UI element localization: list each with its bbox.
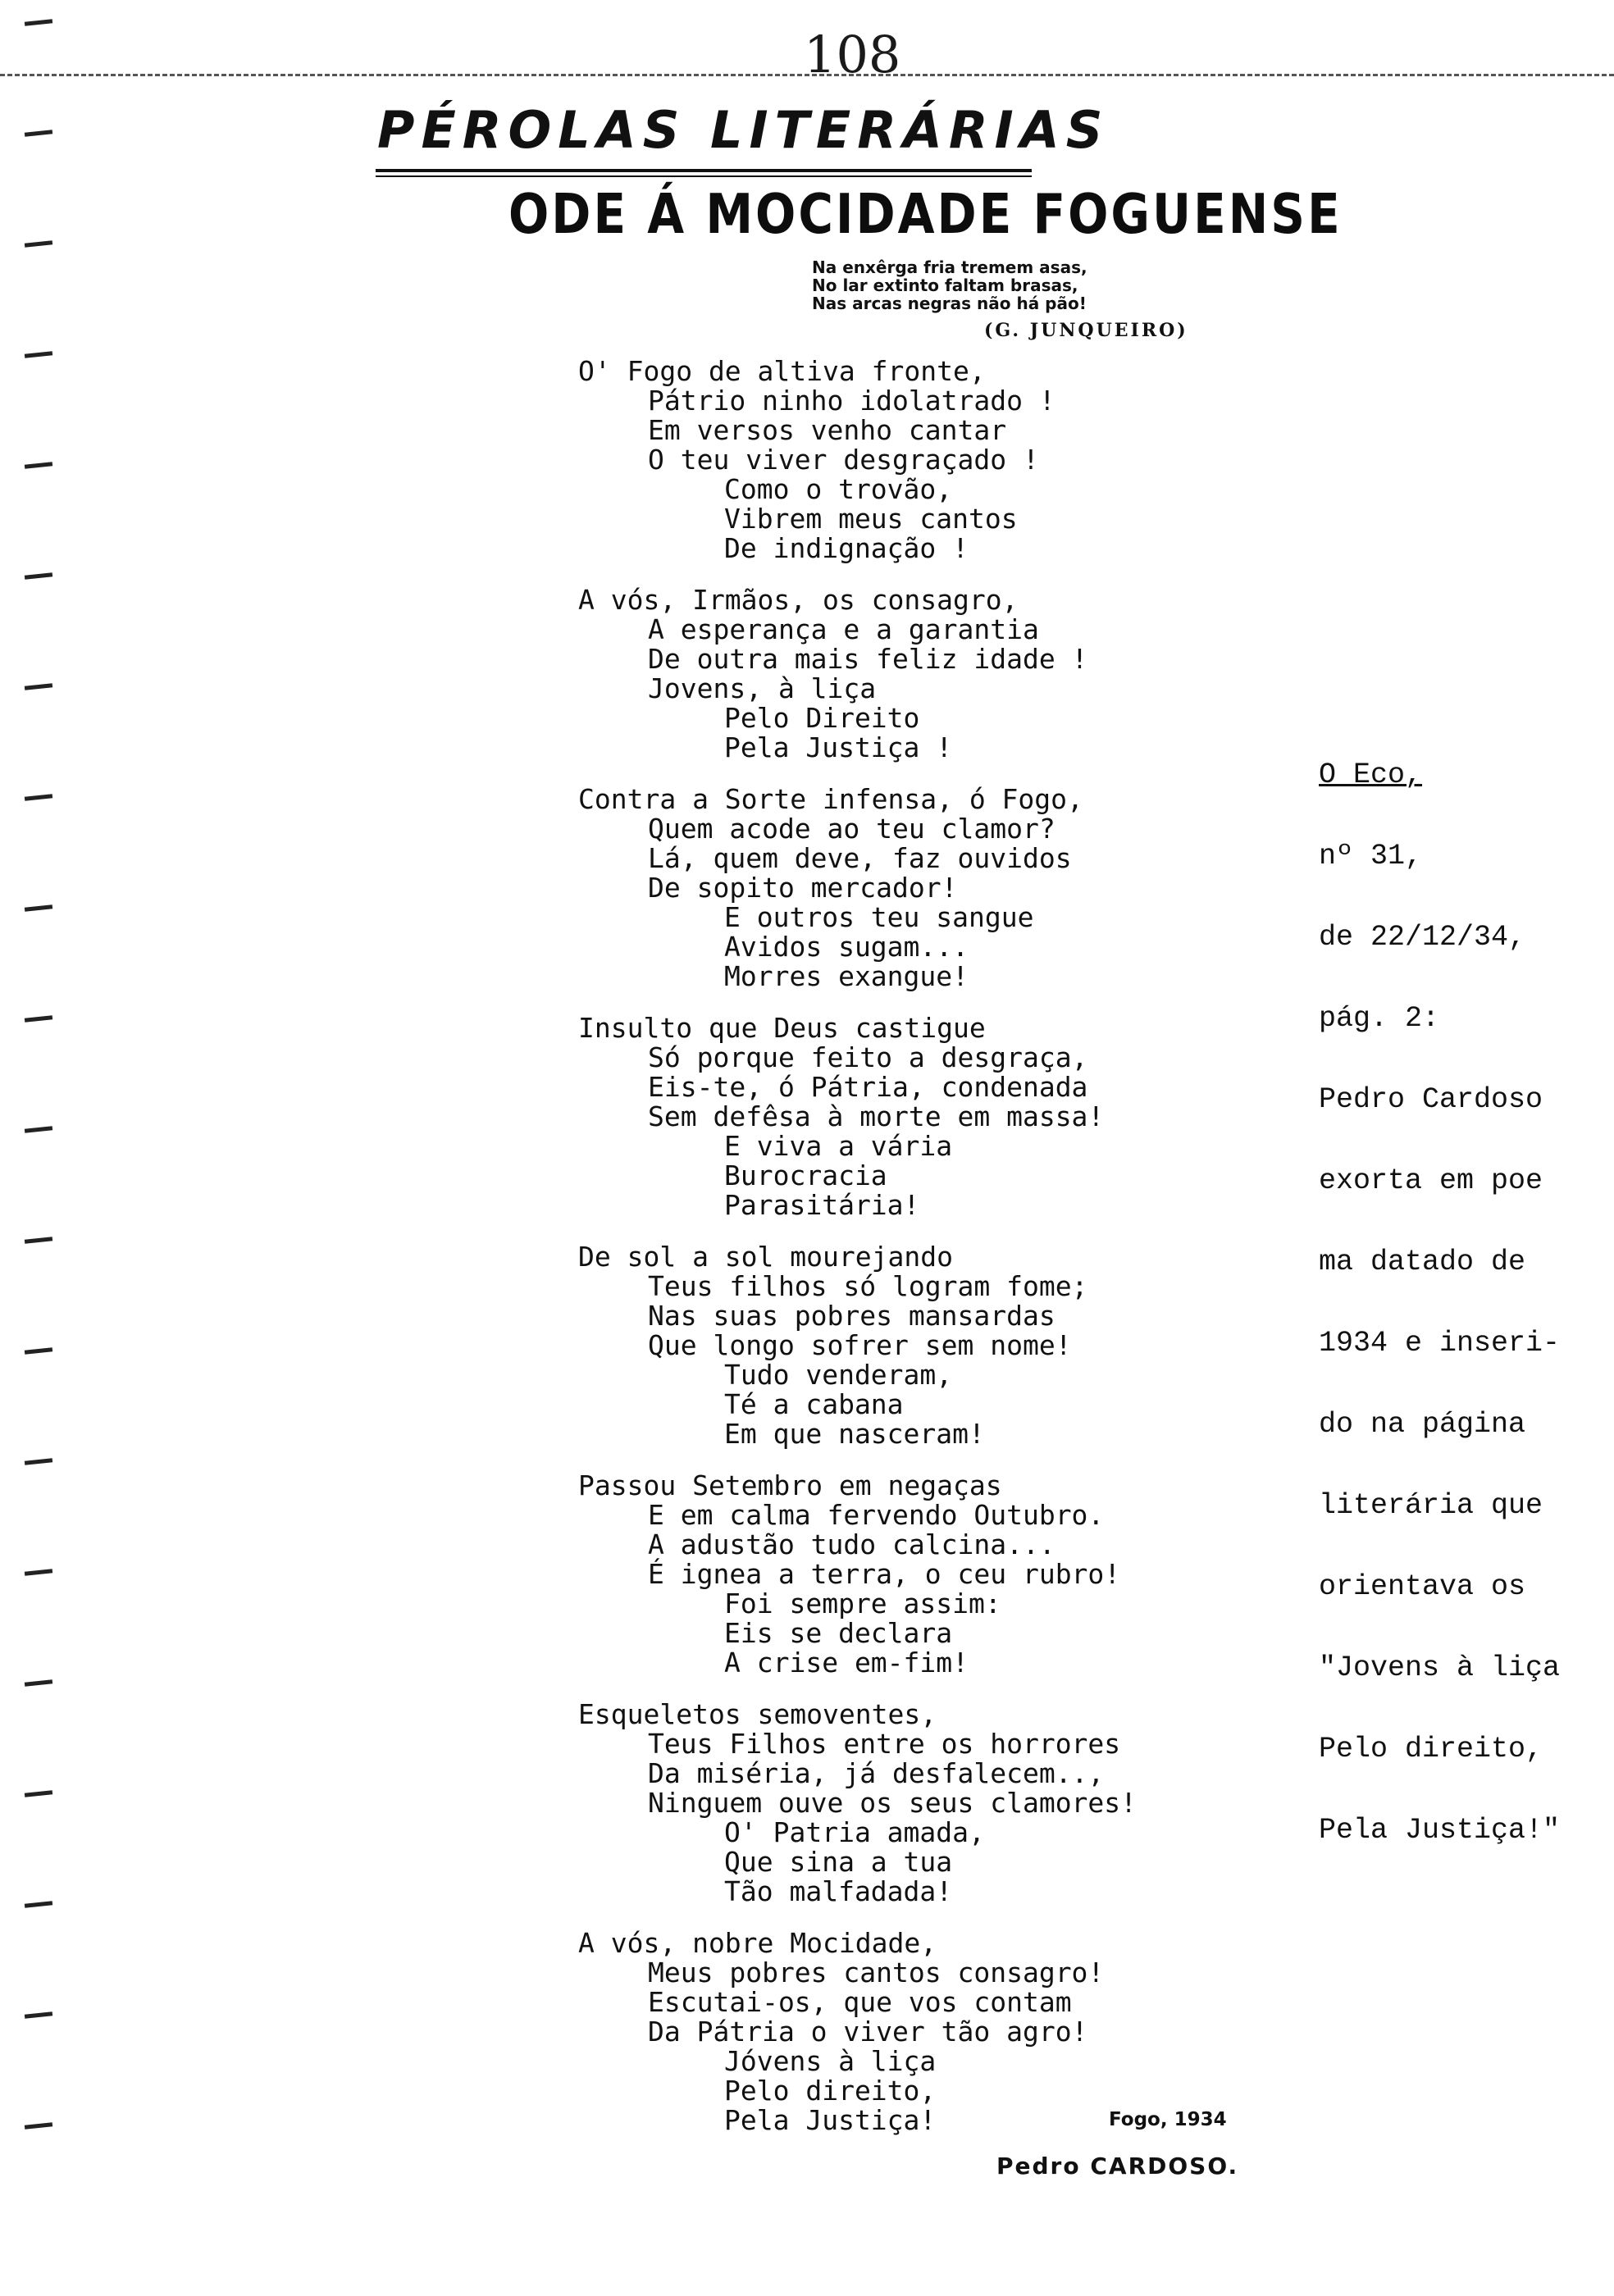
epigraph-line: No lar extinto faltam brasas, xyxy=(812,276,1078,295)
verse-line: Só porque feito a desgraça, xyxy=(648,1041,1088,1073)
section-title: PÉROLAS LITERÁRIAS xyxy=(377,100,1110,160)
verse-line: De indignação ! xyxy=(724,532,969,564)
sidenote-text: literária que xyxy=(1319,1489,1543,1522)
epigraph-line: Nas arcas negras não há pão! xyxy=(812,294,1087,313)
verse-line: Pela Justiça! xyxy=(724,2104,937,2136)
verse-line: Eis-te, ó Pátria, condenada xyxy=(648,1071,1088,1103)
verse-line: Escutai-os, que vos contam xyxy=(648,1986,1072,2018)
verse-line: Quem acode ao teu clamor? xyxy=(648,813,1055,845)
verse-line: Burocracia xyxy=(724,1159,887,1191)
verse-line: A crise em-fim! xyxy=(724,1647,969,1679)
verse-line: A vós, nobre Mocidade, xyxy=(578,1927,937,1959)
verse-line: Teus filhos só logram fome; xyxy=(648,1270,1088,1302)
verse-line: De outra mais feliz idade ! xyxy=(648,643,1088,675)
sidenote-line xyxy=(1319,750,1614,831)
stanza xyxy=(578,357,1316,563)
verse-line: Jovens, à liça xyxy=(648,672,877,704)
verse-line: Pelo direito, xyxy=(724,2075,937,2107)
stanza xyxy=(578,785,1316,991)
stanza xyxy=(578,1929,1316,2135)
sidenote-line xyxy=(1319,831,1614,913)
verse-line: Passou Setembro em negaças xyxy=(578,1469,1002,1501)
verse-line: A esperança e a garantia xyxy=(648,613,1039,645)
margin-dash xyxy=(25,1790,52,1797)
margin-dash xyxy=(25,1901,52,1908)
verse-line: Avidos sugam... xyxy=(724,931,969,963)
verse-line: E outros teu sangue xyxy=(724,901,1034,933)
verse-line: Jóvens à liça xyxy=(724,2045,937,2077)
verse-line: Pela Justiça ! xyxy=(724,731,953,763)
sidenote-text: exorta em poe xyxy=(1319,1164,1543,1197)
poem-body xyxy=(578,357,1316,2157)
sidenote-text: 1934 e inseri- xyxy=(1319,1327,1561,1360)
margin-dash xyxy=(25,1679,52,1687)
sidenote-line xyxy=(1319,1075,1614,1156)
sidenote-line xyxy=(1319,994,1614,1075)
verse-line: Pátrio ninho idolatrado ! xyxy=(648,385,1055,417)
verse-line: Teus Filhos entre os horrores xyxy=(648,1728,1121,1760)
verse-line: Esqueletos semoventes, xyxy=(578,1698,937,1730)
margin-dash xyxy=(25,1347,52,1355)
margin-dash xyxy=(25,1237,52,1244)
verse-line: Em que nasceram! xyxy=(724,1418,985,1450)
sidenote-line xyxy=(1319,1643,1614,1724)
verse-line: Da miséria, já desfalecem.., xyxy=(648,1757,1105,1789)
verse-line: Que longo sofrer sem nome! xyxy=(648,1329,1072,1361)
margin-dash xyxy=(25,904,52,912)
verse-line: Como o trovão, xyxy=(724,473,953,505)
sidenote-text: do na página xyxy=(1319,1408,1526,1441)
verse-line: Té a cabana xyxy=(724,1388,904,1420)
margin-marks xyxy=(25,0,57,2296)
verse-line: De sol a sol mourejando xyxy=(578,1241,953,1273)
signoff-author: Pedro CARDOSO. xyxy=(996,2152,1239,2180)
margin-dash xyxy=(25,572,52,580)
stanza xyxy=(578,1242,1316,1449)
sidenote-text: O Eco, xyxy=(1319,758,1423,791)
verse-line: O' Patria amada, xyxy=(724,1816,985,1848)
verse-line: E em calma fervendo Outubro. xyxy=(648,1499,1105,1531)
verse-line: Nas suas pobres mansardas xyxy=(648,1300,1055,1332)
margin-dash xyxy=(25,794,52,801)
margin-dash xyxy=(25,351,52,358)
top-rule xyxy=(0,74,1614,76)
verse-line: E viva a vária xyxy=(724,1130,953,1162)
verse-line: Que sina a tua xyxy=(724,1846,953,1878)
margin-dash xyxy=(25,19,52,26)
margin-dash xyxy=(25,130,52,137)
verse-line: O' Fogo de altiva fronte, xyxy=(578,355,986,387)
verse-line: A vós, Irmãos, os consagro, xyxy=(578,584,1019,616)
verse-line: Vibrem meus cantos xyxy=(724,503,1018,535)
sidenote-text: ma datado de xyxy=(1319,1246,1526,1278)
verse-line: O teu viver desgraçado ! xyxy=(648,444,1039,476)
sidenote-text: orientava os xyxy=(1319,1570,1526,1603)
sidenote-text: de 22/12/34, xyxy=(1319,921,1526,954)
sidenote-line xyxy=(1319,1400,1614,1481)
verse-line: Ninguem ouve os seus clamores! xyxy=(648,1787,1138,1819)
sidenote-line xyxy=(1319,913,1614,994)
verse-line: Foi sempre assim: xyxy=(724,1588,1001,1620)
title-rule-thin xyxy=(376,175,1032,177)
sidenote-line xyxy=(1319,1806,1614,1887)
verse-line: É ignea a terra, o ceu rubro! xyxy=(648,1558,1121,1590)
verse-line: Pelo Direito xyxy=(724,702,920,734)
verse-line: Em versos venho cantar xyxy=(648,414,1007,446)
sidenote-text: Pelo direito, xyxy=(1319,1733,1543,1765)
sidenote-line xyxy=(1319,1237,1614,1319)
verse-line: Tudo venderam, xyxy=(724,1359,953,1391)
verse-line: Meus pobres cantos consagro! xyxy=(648,1957,1105,1988)
sidenote-line xyxy=(1319,1562,1614,1643)
verse-line: De sopito mercador! xyxy=(648,872,958,904)
stanza xyxy=(578,1471,1316,1678)
verse-line: Insulto que Deus castigue xyxy=(578,1012,986,1044)
verse-line: Contra a Sorte infensa, ó Fogo, xyxy=(578,783,1083,815)
signoff-place-date: Fogo, 1934 xyxy=(1109,2109,1227,2130)
verse-line: Lá, quem deve, faz ouvidos xyxy=(648,842,1072,874)
verse-line: Tão malfadada! xyxy=(724,1875,953,1907)
epigraph xyxy=(812,258,1087,312)
margin-dash xyxy=(25,2011,52,2019)
margin-dash xyxy=(25,1569,52,1576)
typed-sidenote xyxy=(1319,750,1614,1887)
verse-line: Morres exangue! xyxy=(724,960,969,992)
margin-dash xyxy=(25,1126,52,1133)
epigraph-author: (G. JUNQUEIRO) xyxy=(984,320,1188,341)
sidenote-text: Pedro Cardoso xyxy=(1319,1083,1543,1116)
sidenote-line xyxy=(1319,1319,1614,1400)
page-number: 108 xyxy=(804,25,901,84)
margin-dash xyxy=(25,240,52,248)
stanza xyxy=(578,585,1316,763)
margin-dash xyxy=(25,2122,52,2130)
sidenote-line xyxy=(1319,1156,1614,1237)
title-rule xyxy=(376,169,1032,172)
stanza xyxy=(578,1700,1316,1906)
sidenote-text: nº 31, xyxy=(1319,840,1423,872)
poem-title: ODE Á MOCIDADE FOGUENSE xyxy=(508,182,1343,247)
sidenote-text: "Jovens à liça xyxy=(1319,1651,1561,1684)
epigraph-line: Na enxêrga fria tremem asas, xyxy=(812,257,1087,277)
sidenote-line xyxy=(1319,1724,1614,1806)
sidenote-text: Pela Justiça!" xyxy=(1319,1814,1561,1847)
margin-dash xyxy=(25,683,52,690)
margin-dash xyxy=(25,462,52,469)
verse-line: Parasitária! xyxy=(724,1189,920,1221)
verse-line: A adustão tudo calcina... xyxy=(648,1528,1055,1560)
sidenote-line xyxy=(1319,1481,1614,1562)
verse-line: Da Pátria o viver tão agro! xyxy=(648,2016,1088,2048)
sidenote-text: pág. 2: xyxy=(1319,1002,1440,1035)
margin-dash xyxy=(25,1458,52,1465)
margin-dash xyxy=(25,1015,52,1023)
stanza xyxy=(578,1014,1316,1220)
verse-line: Eis se declara xyxy=(724,1617,953,1649)
verse-line: Sem defêsa à morte em massa! xyxy=(648,1100,1105,1132)
